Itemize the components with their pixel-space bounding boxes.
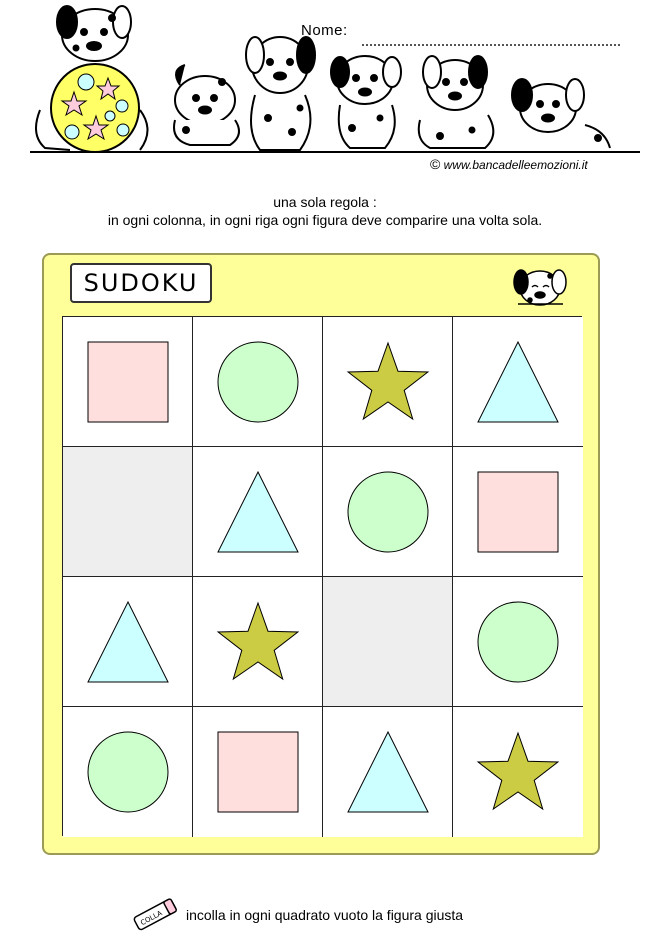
footer-instruction: incolla in ogni quadrato vuoto la figura giusta bbox=[186, 907, 464, 923]
name-field[interactable] bbox=[362, 44, 620, 46]
sudoku-grid bbox=[62, 316, 582, 836]
circle-icon bbox=[213, 337, 303, 427]
glue-stick-label: COLLA bbox=[139, 909, 164, 928]
grid-cell-triangle bbox=[193, 447, 323, 577]
circle-icon bbox=[83, 727, 173, 817]
triangle-shape bbox=[348, 732, 428, 812]
grid-cell-star bbox=[453, 707, 583, 837]
grid-cell-circle bbox=[453, 577, 583, 707]
star-icon bbox=[343, 337, 433, 427]
triangle-shape bbox=[218, 472, 298, 552]
triangle-icon bbox=[473, 337, 563, 427]
circle-shape bbox=[88, 732, 168, 812]
grid-cell-square bbox=[453, 447, 583, 577]
star-icon bbox=[473, 727, 563, 817]
square-shape bbox=[218, 732, 298, 812]
circle-shape bbox=[348, 472, 428, 552]
copyright-symbol: © bbox=[430, 156, 441, 172]
glue-stick-icon bbox=[128, 892, 184, 936]
copyright-site: www.bancadelleemozioni.it bbox=[443, 158, 588, 172]
grid-cell-star bbox=[193, 577, 323, 707]
empty-cell[interactable] bbox=[63, 447, 193, 577]
grid-cell-square bbox=[193, 707, 323, 837]
triangle-icon bbox=[213, 467, 303, 557]
instruction-line-2: in ogni colonna, in ogni riga ogni figura deve comparire una volta sola. bbox=[107, 212, 543, 228]
square-shape bbox=[478, 472, 558, 552]
square-icon bbox=[83, 337, 173, 427]
triangle-shape bbox=[88, 602, 168, 682]
grid-cell-circle bbox=[63, 707, 193, 837]
circle-shape bbox=[478, 602, 558, 682]
triangle-icon bbox=[343, 727, 433, 817]
copyright bbox=[430, 156, 588, 172]
header bbox=[0, 0, 650, 180]
star-shape bbox=[218, 603, 298, 679]
grid-cell-square bbox=[63, 317, 193, 447]
grid-cell-circle bbox=[193, 317, 323, 447]
square-shape bbox=[88, 342, 168, 422]
circle-icon bbox=[473, 597, 563, 687]
name-label: Nome: bbox=[301, 22, 348, 39]
circle-icon bbox=[343, 467, 433, 557]
star-shape bbox=[348, 343, 428, 419]
puppy-face-icon bbox=[508, 262, 570, 312]
puzzle-title: SUDOKU bbox=[70, 263, 212, 303]
ball-illustration bbox=[51, 64, 139, 152]
triangle-shape bbox=[478, 342, 558, 422]
square-icon bbox=[473, 467, 563, 557]
square-icon bbox=[213, 727, 303, 817]
star-shape bbox=[478, 733, 558, 809]
triangle-icon bbox=[83, 597, 173, 687]
grid-cell-triangle bbox=[453, 317, 583, 447]
grid-cell-circle bbox=[323, 447, 453, 577]
grid-cell-triangle bbox=[323, 707, 453, 837]
circle-shape bbox=[218, 342, 298, 422]
instruction-line-1: una sola regola : bbox=[273, 194, 377, 210]
empty-cell[interactable] bbox=[323, 577, 453, 707]
grid-cell-triangle bbox=[63, 577, 193, 707]
grid-cell-star bbox=[323, 317, 453, 447]
star-icon bbox=[213, 597, 303, 687]
